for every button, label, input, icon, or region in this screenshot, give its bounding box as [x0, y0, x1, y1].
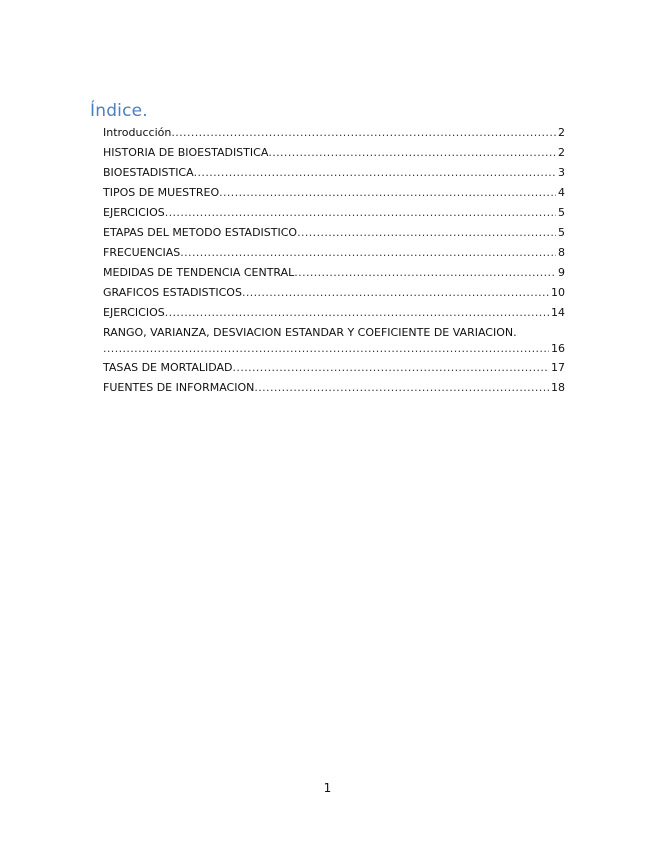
toc-dot-leader [233, 360, 549, 375]
toc-entry-page: 10 [551, 286, 565, 299]
toc-entry-bioestadistica[interactable] [103, 164, 565, 184]
toc-entry-page: 2 [558, 146, 565, 159]
toc-entry-frecuencias[interactable] [103, 244, 565, 264]
toc-entry-page: 8 [558, 246, 565, 259]
toc-entry-page: 16 [551, 342, 565, 355]
toc-dot-leader [171, 125, 556, 140]
toc-entry-label: EJERCICIOS [103, 306, 165, 319]
toc-entry-tipos-muestreo[interactable] [103, 184, 565, 204]
toc-title: Índice. [90, 101, 148, 121]
toc-entry-historia[interactable] [103, 144, 565, 164]
toc-entry-label: TASAS DE MORTALIDAD [103, 361, 233, 374]
toc-entry-page: 5 [558, 206, 565, 219]
toc-entry-page: 5 [558, 226, 565, 239]
toc-entry-graficos[interactable] [103, 284, 565, 304]
toc-entry-label: TIPOS DE MUESTREO [103, 186, 220, 199]
toc-dot-leader [297, 225, 556, 240]
toc-entry-label: RANGO, VARIANZA, DESVIACION ESTANDAR Y COEFICIENTE DE VARIACION. [103, 326, 517, 339]
toc-entry-label: BIOESTADISTICA [103, 166, 194, 179]
toc-dot-leader [165, 305, 549, 320]
toc-entry-page: 18 [551, 381, 565, 394]
toc-entry-label: Introducción [103, 126, 172, 139]
toc-dot-leader [165, 205, 556, 220]
toc-entry-etapas[interactable] [103, 224, 565, 244]
toc-dot-leader [268, 145, 556, 160]
toc-entry-page: 14 [551, 306, 565, 319]
toc-entry-medidas[interactable] [103, 264, 565, 284]
toc-dot-leader [103, 341, 549, 356]
toc-entry-page: 3 [558, 166, 565, 179]
toc-entry-label: GRAFICOS ESTADISTICOS [103, 286, 242, 299]
toc-entry-page: 4 [558, 186, 565, 199]
toc-entry-tasas-mortalidad[interactable] [103, 359, 565, 379]
toc-entry-fuentes[interactable] [103, 379, 565, 399]
toc-dot-leader [254, 380, 549, 395]
toc-dot-leader [294, 265, 556, 280]
toc-dot-leader [194, 165, 556, 180]
toc-entry-label: FRECUENCIAS [103, 246, 181, 259]
toc-entry-label: EJERCICIOS [103, 206, 165, 219]
toc-entry-label: HISTORIA DE BIOESTADISTICA [103, 146, 269, 159]
toc-dot-leader [219, 185, 556, 200]
toc-entry-ejercicios[interactable] [103, 204, 565, 224]
toc-dot-leader [180, 245, 556, 260]
toc-entry-page: 17 [551, 361, 565, 374]
toc-list [103, 124, 565, 399]
page-number: 1 [323, 781, 332, 795]
toc-entry-ejercicios-2[interactable] [103, 304, 565, 324]
toc-entry-rango-varianza[interactable] [103, 324, 565, 359]
toc-entry-page: 9 [558, 266, 565, 279]
toc-entry-label: ETAPAS DEL METODO ESTADISTICO [103, 226, 298, 239]
toc-entry-label: FUENTES DE INFORMACION [103, 381, 255, 394]
toc-entry-introduccion[interactable] [103, 124, 565, 144]
toc-dot-leader [242, 285, 549, 300]
toc-entry-label: MEDIDAS DE TENDENCIA CENTRAL [103, 266, 295, 279]
toc-entry-page: 2 [558, 126, 565, 139]
